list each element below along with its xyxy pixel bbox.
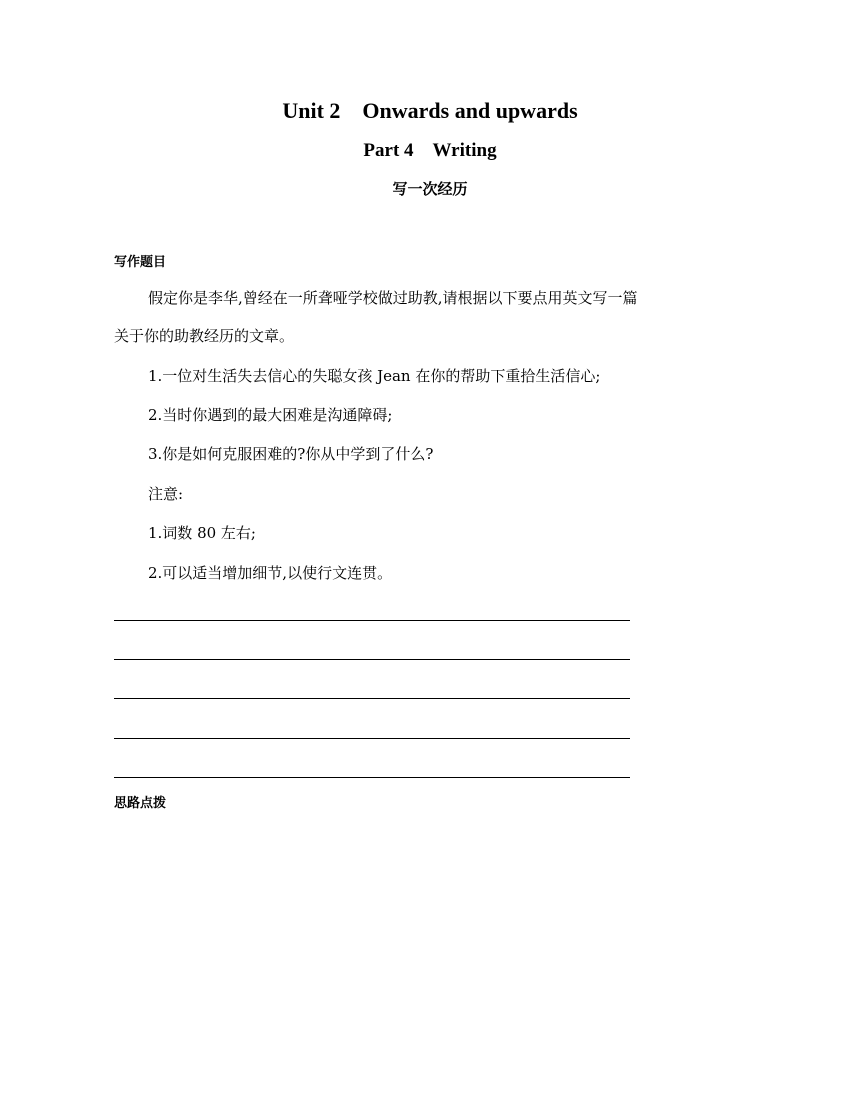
note-2: 2.可以适当增加细节,以使行文连贯。 [148, 564, 393, 582]
answer-line-2[interactable] [114, 659, 630, 660]
notes-label: 注意: [148, 485, 184, 503]
answer-line-3[interactable] [114, 698, 630, 699]
task-point-3: 3.你是如何克服困难的?你从中学到了什么? [148, 445, 434, 463]
task-intro-line-1: 假定你是李华,曾经在一所聋哑学校做过助教,请根据以下要点用英文写一篇 [148, 289, 638, 307]
task-heading: 写作题目 [114, 255, 167, 270]
chinese-title: 写一次经历 [392, 180, 468, 198]
answer-line-4[interactable] [114, 738, 630, 739]
task-intro-line-2: 关于你的助教经历的文章。 [114, 327, 295, 345]
note-1: 1.词数 80 左右; [148, 524, 256, 542]
answer-line-5[interactable] [114, 777, 630, 778]
part-title: Part 4 Writing [363, 140, 497, 161]
task-point-2: 2.当时你遇到的最大困难是沟通障碍; [148, 406, 393, 424]
task-point-1: 1.一位对生活失去信心的失聪女孩 Jean 在你的帮助下重拾生活信心; [148, 367, 601, 385]
unit-title: Unit 2 Onwards and upwards [282, 98, 578, 123]
tips-heading: 思路点拨 [114, 796, 167, 811]
answer-line-1[interactable] [114, 620, 630, 621]
